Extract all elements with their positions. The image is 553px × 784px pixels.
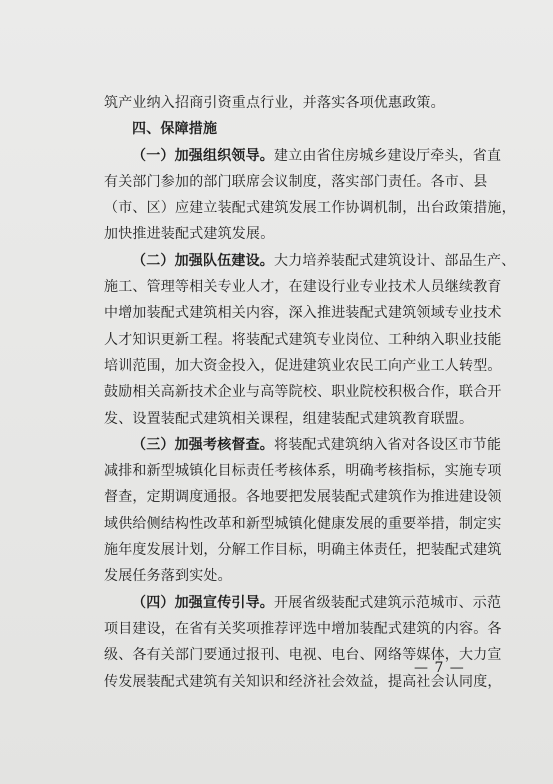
paragraph-assessment	[104, 432, 502, 590]
paragraph-heading: （一）加强组织领导。	[132, 147, 274, 164]
paragraph-line: 培训范围，加大资金投入，促进建筑业农民工向产业工人转型。	[104, 357, 502, 374]
paragraph-line: 有关部门参加的部门联席会议制度，落实部门责任。各市、县	[104, 173, 488, 190]
paragraph-line: 发展任务落到实处。	[104, 568, 232, 585]
paragraph-organization	[104, 143, 516, 248]
continuation-line: 筑产业纳入招商引资重点行业，并落实各项优惠政策。	[104, 95, 445, 111]
document-body	[104, 90, 516, 695]
paragraph-first-line	[104, 432, 502, 458]
paragraph-first-line	[104, 143, 502, 169]
paragraph-text: 将装配式建筑纳入省对各设区市节能	[274, 436, 502, 453]
paragraph-line: 发、设置装配式建筑相关课程，组建装配式建筑教育联盟。	[104, 410, 474, 427]
paragraph-text: 大力培养装配式建筑设计、部品生产、	[274, 252, 516, 269]
paragraph-line: 减排和新型城镇化目标责任考核体系，明确考核指标，实施专项	[104, 463, 502, 480]
paragraph-first-line	[104, 590, 502, 616]
paragraph-line: 加快推进装配式建筑发展。	[104, 226, 275, 243]
page-number: — 7 —	[414, 660, 465, 676]
paragraph-line: 级、各有关部门要通过报刊、电视、电台、网络等媒体，大力宣	[104, 647, 502, 664]
section-heading: 四、保障措施	[132, 121, 218, 138]
paragraph-line: 施工、管理等相关专业人才，在建设行业专业技术人员继续教育	[104, 279, 502, 296]
paragraph-line: 域供给侧结构性改革和新型城镇化健康发展的重要举措，制定实	[104, 515, 502, 532]
paragraph-line: 施年度发展计划，分解工作目标，明确主体责任，把装配式建筑	[104, 542, 502, 559]
paragraph-heading: （二）加强队伍建设。	[132, 252, 274, 269]
paragraph-line: 鼓励相关高新技术企业与高等院校、职业院校积极合作，联合开	[104, 384, 502, 401]
paragraph-first-line	[104, 248, 516, 274]
paragraph-heading: （三）加强考核督查。	[132, 436, 274, 453]
paragraph-line: 人才知识更新工程。将装配式建筑专业岗位、工种纳入职业技能	[104, 331, 502, 348]
paragraph-line: 传发展装配式建筑有关知识和经济社会效益，提高社会认同度，	[104, 673, 502, 690]
paragraph-line: 项目建设，在省有关奖项推荐评选中增加装配式建筑的内容。各	[104, 620, 502, 637]
paragraph-text: 建立由省住房城乡建设厅牵头，省直	[274, 147, 502, 164]
paragraph-heading: （四）加强宣传引导。	[132, 594, 274, 611]
paragraph-line: （市、区）应建立装配式建筑发展工作协调机制，出台政策措施，	[104, 200, 516, 217]
paragraph-publicity	[104, 590, 502, 695]
paragraph-line: 督查，定期调度通报。各地要把发展装配式建筑作为推进建设领	[104, 489, 502, 506]
paragraph-text: 开展省级装配式建筑示范城市、示范	[274, 594, 502, 611]
paragraph-line: 中增加装配式建筑相关内容，深入推进装配式建筑领域专业技术	[104, 305, 502, 322]
paragraph-team	[104, 248, 516, 432]
